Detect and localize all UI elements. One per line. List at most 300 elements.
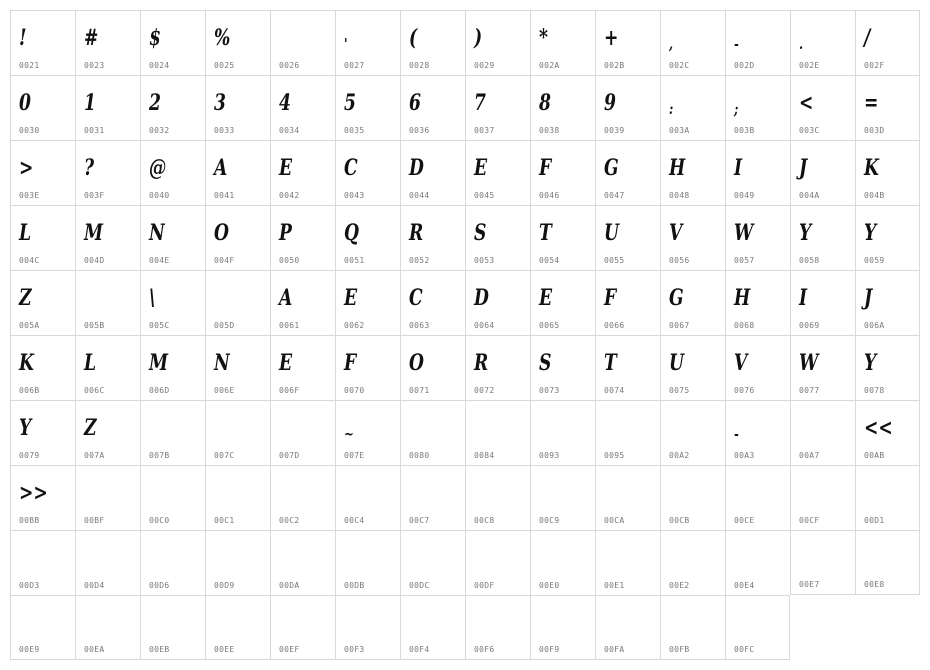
glyph-cell[interactable]	[10, 530, 75, 595]
glyph-preview: M	[84, 220, 104, 246]
glyph-preview: Q	[344, 220, 359, 246]
glyph-cell[interactable]	[530, 465, 595, 530]
glyph-code-label: 00C9	[539, 516, 560, 525]
glyph-cell[interactable]	[530, 530, 595, 595]
glyph-code-label: 0093	[539, 451, 560, 460]
glyph-cell[interactable]	[790, 10, 855, 75]
glyph-cell[interactable]	[595, 335, 660, 400]
glyph-cell[interactable]	[660, 270, 725, 335]
glyph-cell[interactable]	[205, 595, 270, 660]
glyph-cell[interactable]	[660, 75, 725, 140]
glyph-code-label: 00A7	[799, 451, 820, 460]
glyph-cell[interactable]	[725, 335, 790, 400]
glyph-cell[interactable]	[465, 530, 530, 595]
glyph-cell[interactable]	[10, 10, 75, 75]
glyph-code-label: 00C7	[409, 516, 430, 525]
glyph-preview: L	[84, 350, 97, 376]
glyph-code-label: 006F	[279, 386, 300, 395]
glyph-code-label: 0039	[604, 126, 625, 135]
glyph-cell[interactable]	[530, 270, 595, 335]
glyph-code-label: 0047	[604, 191, 625, 200]
glyph-cell[interactable]	[465, 465, 530, 530]
glyph-code-label: 0077	[799, 386, 820, 395]
glyph-code-label: 00DA	[279, 581, 300, 590]
glyph-cell[interactable]	[725, 400, 790, 465]
glyph-preview: ?	[84, 155, 95, 181]
glyph-preview: 8	[539, 90, 551, 116]
glyph-cell[interactable]	[790, 270, 855, 335]
glyph-code-label: 0062	[344, 321, 365, 330]
glyph-code-label: 00F6	[474, 645, 495, 654]
glyph-code-label: 007D	[279, 451, 300, 460]
glyph-cell[interactable]	[595, 465, 660, 530]
glyph-preview: O	[214, 220, 229, 246]
glyph-preview: A	[279, 285, 293, 311]
glyph-cell[interactable]	[75, 335, 140, 400]
glyph-preview: >	[19, 155, 34, 181]
glyph-cell[interactable]	[140, 400, 205, 465]
glyph-preview: 1	[84, 90, 96, 116]
glyph-code-label: 00E0	[539, 581, 560, 590]
glyph-preview: ;	[734, 100, 739, 118]
glyph-cell[interactable]	[205, 465, 270, 530]
glyph-cell[interactable]	[10, 205, 75, 270]
glyph-cell[interactable]	[855, 530, 920, 595]
glyph-cell[interactable]	[855, 465, 920, 530]
glyph-preview: K	[19, 350, 34, 376]
glyph-cell[interactable]	[855, 270, 920, 335]
glyph-preview: I	[799, 285, 808, 311]
glyph-cell[interactable]	[205, 140, 270, 205]
glyph-cell[interactable]	[205, 530, 270, 595]
glyph-cell[interactable]	[270, 205, 335, 270]
glyph-cell[interactable]	[205, 205, 270, 270]
glyph-cell[interactable]	[205, 75, 270, 140]
glyph-code-label: 0029	[474, 61, 495, 70]
glyph-code-label: 002B	[604, 61, 625, 70]
glyph-code-label: 00E7	[799, 580, 820, 589]
glyph-cell[interactable]	[725, 10, 790, 75]
glyph-code-label: 0035	[344, 126, 365, 135]
glyph-cell[interactable]	[335, 335, 400, 400]
glyph-cell[interactable]	[530, 75, 595, 140]
glyph-preview: +	[604, 25, 619, 51]
glyph-preview: C	[409, 285, 423, 311]
glyph-cell[interactable]	[140, 205, 205, 270]
glyph-preview: '	[344, 35, 348, 53]
glyph-cell[interactable]	[660, 140, 725, 205]
glyph-preview: -	[734, 35, 739, 53]
glyph-cell[interactable]	[465, 75, 530, 140]
glyph-cell[interactable]	[75, 530, 140, 595]
glyph-code-label: 0038	[539, 126, 560, 135]
glyph-cell[interactable]	[595, 270, 660, 335]
glyph-cell[interactable]	[725, 270, 790, 335]
glyph-code-label: 0066	[604, 321, 625, 330]
glyph-cell[interactable]	[270, 140, 335, 205]
glyph-cell[interactable]	[465, 270, 530, 335]
glyph-cell[interactable]	[75, 205, 140, 270]
glyph-cell[interactable]	[335, 140, 400, 205]
glyph-code-label: 007E	[344, 451, 365, 460]
glyph-cell[interactable]	[400, 140, 465, 205]
glyph-code-label: 00FB	[669, 645, 690, 654]
glyph-code-label: 00DF	[474, 581, 495, 590]
glyph-cell[interactable]	[660, 335, 725, 400]
glyph-cell[interactable]	[530, 10, 595, 75]
glyph-cell[interactable]	[790, 335, 855, 400]
glyph-preview: H	[669, 155, 686, 181]
glyph-cell[interactable]	[270, 465, 335, 530]
glyph-cell[interactable]	[400, 335, 465, 400]
glyph-preview: :	[669, 100, 674, 118]
glyph-cell[interactable]	[595, 10, 660, 75]
glyph-cell[interactable]	[400, 270, 465, 335]
glyph-cell[interactable]	[75, 10, 140, 75]
glyph-preview: V	[669, 220, 683, 246]
glyph-cell[interactable]	[75, 270, 140, 335]
glyph-cell[interactable]	[335, 530, 400, 595]
glyph-cell[interactable]	[335, 465, 400, 530]
glyph-preview: W	[799, 350, 819, 376]
glyph-code-label: 0065	[539, 321, 560, 330]
glyph-preview: P	[279, 220, 292, 246]
glyph-cell[interactable]	[335, 595, 400, 660]
glyph-code-label: 0049	[734, 191, 755, 200]
glyph-code-label: 00F3	[344, 645, 365, 654]
glyph-code-label: 00EE	[214, 645, 235, 654]
glyph-code-label: 002A	[539, 61, 560, 70]
glyph-cell[interactable]	[855, 335, 920, 400]
glyph-cell[interactable]	[400, 465, 465, 530]
glyph-code-label: 00EB	[149, 645, 170, 654]
glyph-code-label: 0052	[409, 256, 430, 265]
glyph-preview: /	[864, 25, 871, 51]
glyph-code-label: 0073	[539, 386, 560, 395]
glyph-cell[interactable]	[595, 75, 660, 140]
glyph-cell[interactable]	[270, 10, 335, 75]
glyph-preview: E	[539, 285, 553, 311]
glyph-code-label: 0072	[474, 386, 495, 395]
glyph-preview: E	[474, 155, 488, 181]
glyph-cell[interactable]	[465, 10, 530, 75]
glyph-cell[interactable]	[660, 595, 725, 660]
glyph-preview: J	[864, 285, 873, 311]
glyph-cell[interactable]	[530, 140, 595, 205]
glyph-code-label: 00DC	[409, 581, 430, 590]
glyph-preview: @	[149, 155, 167, 181]
glyph-preview: S	[539, 350, 552, 376]
glyph-code-label: 006D	[149, 386, 170, 395]
glyph-preview: R	[409, 220, 424, 246]
glyph-cell[interactable]	[595, 400, 660, 465]
glyph-preview: \	[149, 285, 156, 311]
glyph-cell[interactable]	[335, 400, 400, 465]
glyph-cell[interactable]	[660, 400, 725, 465]
glyph-preview: U	[604, 220, 619, 246]
glyph-cell[interactable]	[400, 205, 465, 270]
glyph-code-label: 00E4	[734, 581, 755, 590]
glyph-code-label: 004B	[864, 191, 885, 200]
glyph-preview: U	[669, 350, 684, 376]
glyph-code-label: 0051	[344, 256, 365, 265]
glyph-code-label: 005A	[19, 321, 40, 330]
glyph-cell[interactable]	[855, 75, 920, 140]
glyph-code-label: 006A	[864, 321, 885, 330]
glyph-code-label: 0075	[669, 386, 690, 395]
glyph-cell[interactable]	[790, 75, 855, 140]
glyph-preview: F	[604, 285, 617, 311]
glyph-code-label: 00EF	[279, 645, 300, 654]
glyph-cell[interactable]	[530, 595, 595, 660]
glyph-cell[interactable]	[790, 400, 855, 465]
glyph-preview: N	[214, 350, 230, 376]
glyph-code-label: 0053	[474, 256, 495, 265]
glyph-preview: Y	[19, 415, 32, 441]
glyph-cell[interactable]	[465, 595, 530, 660]
glyph-cell[interactable]	[400, 75, 465, 140]
glyph-code-label: 0032	[149, 126, 170, 135]
glyph-cell[interactable]	[335, 10, 400, 75]
glyph-cell[interactable]	[10, 75, 75, 140]
glyph-code-label: 0058	[799, 256, 820, 265]
glyph-code-label: 00CA	[604, 516, 625, 525]
glyph-code-label: 0023	[84, 61, 105, 70]
glyph-preview: Z	[84, 415, 97, 441]
glyph-cell[interactable]	[660, 205, 725, 270]
glyph-code-label: 00E1	[604, 581, 625, 590]
glyph-cell[interactable]	[790, 205, 855, 270]
glyph-cell[interactable]	[270, 335, 335, 400]
glyph-cell[interactable]	[595, 140, 660, 205]
glyph-cell[interactable]	[270, 530, 335, 595]
glyph-preview: F	[539, 155, 552, 181]
glyph-preview: W	[734, 220, 754, 246]
glyph-code-label: 00E8	[864, 580, 885, 589]
glyph-cell[interactable]	[400, 400, 465, 465]
glyph-cell[interactable]	[335, 205, 400, 270]
glyph-cell[interactable]	[140, 270, 205, 335]
glyph-code-label: 0084	[474, 451, 495, 460]
character-map-grid	[10, 10, 920, 660]
glyph-cell[interactable]	[855, 205, 920, 270]
glyph-cell[interactable]	[10, 465, 75, 530]
glyph-preview: S	[474, 220, 487, 246]
glyph-cell[interactable]	[855, 400, 920, 465]
glyph-cell[interactable]	[10, 595, 75, 660]
glyph-code-label: 00C4	[344, 516, 365, 525]
glyph-preview: >>	[19, 480, 48, 506]
glyph-code-label: 003E	[19, 191, 40, 200]
glyph-code-label: 006E	[214, 386, 235, 395]
glyph-code-label: 002C	[669, 61, 690, 70]
glyph-preview: H	[734, 285, 751, 311]
glyph-cell[interactable]	[660, 10, 725, 75]
glyph-cell[interactable]	[335, 270, 400, 335]
glyph-cell[interactable]	[855, 140, 920, 205]
glyph-code-label: 00EA	[84, 645, 105, 654]
glyph-cell[interactable]	[725, 205, 790, 270]
glyph-cell[interactable]	[75, 595, 140, 660]
glyph-code-label: 00CB	[669, 516, 690, 525]
glyph-cell[interactable]	[660, 465, 725, 530]
glyph-cell[interactable]	[725, 530, 790, 595]
glyph-code-label: 0070	[344, 386, 365, 395]
glyph-cell[interactable]	[75, 140, 140, 205]
glyph-code-label: 0071	[409, 386, 430, 395]
glyph-cell[interactable]	[75, 465, 140, 530]
glyph-preview: J	[799, 155, 808, 181]
glyph-cell[interactable]	[855, 10, 920, 75]
glyph-cell[interactable]	[465, 205, 530, 270]
glyph-code-label: 0095	[604, 451, 625, 460]
glyph-preview: K	[864, 155, 879, 181]
glyph-code-label: 004C	[19, 256, 40, 265]
glyph-code-label: 005D	[214, 321, 235, 330]
glyph-cell[interactable]	[790, 465, 855, 530]
glyph-cell[interactable]	[140, 140, 205, 205]
glyph-cell[interactable]	[465, 335, 530, 400]
glyph-code-label: 006C	[84, 386, 105, 395]
glyph-code-label: 0026	[279, 61, 300, 70]
glyph-code-label: 00D1	[864, 516, 885, 525]
glyph-preview: V	[734, 350, 748, 376]
glyph-code-label: 0045	[474, 191, 495, 200]
glyph-code-label: 006B	[19, 386, 40, 395]
glyph-preview: *	[539, 25, 548, 51]
glyph-code-label: 00D9	[214, 581, 235, 590]
glyph-preview: A	[214, 155, 228, 181]
glyph-cell[interactable]	[400, 10, 465, 75]
glyph-code-label: 007C	[214, 451, 235, 460]
glyph-cell[interactable]	[270, 400, 335, 465]
glyph-cell[interactable]	[725, 595, 790, 660]
glyph-preview: ~	[344, 425, 354, 443]
glyph-code-label: 00FC	[734, 645, 755, 654]
glyph-code-label: 00FA	[604, 645, 625, 654]
glyph-code-label: 00CF	[799, 516, 820, 525]
glyph-preview: .	[799, 35, 804, 53]
glyph-cell[interactable]	[530, 400, 595, 465]
glyph-cell[interactable]	[270, 595, 335, 660]
glyph-cell[interactable]	[140, 335, 205, 400]
glyph-code-label: 0037	[474, 126, 495, 135]
glyph-cell[interactable]	[205, 400, 270, 465]
glyph-preview: 2	[149, 90, 161, 116]
glyph-code-label: 00CE	[734, 516, 755, 525]
glyph-preview: G	[669, 285, 684, 311]
glyph-code-label: 00F4	[409, 645, 430, 654]
glyph-cell[interactable]	[10, 335, 75, 400]
glyph-code-label: 007A	[84, 451, 105, 460]
glyph-code-label: 00E9	[19, 645, 40, 654]
glyph-cell[interactable]	[10, 400, 75, 465]
glyph-preview: G	[604, 155, 619, 181]
glyph-preview: <<	[864, 415, 893, 441]
glyph-code-label: 00E2	[669, 581, 690, 590]
glyph-code-label: 0079	[19, 451, 40, 460]
glyph-code-label: 00C8	[474, 516, 495, 525]
glyph-preview: !	[19, 25, 27, 51]
glyph-cell[interactable]	[270, 75, 335, 140]
glyph-cell[interactable]	[75, 75, 140, 140]
glyph-cell[interactable]	[790, 140, 855, 205]
glyph-code-label: 00F9	[539, 645, 560, 654]
glyph-cell[interactable]	[595, 530, 660, 595]
glyph-cell[interactable]	[465, 140, 530, 205]
glyph-cell[interactable]	[140, 10, 205, 75]
glyph-cell[interactable]	[140, 465, 205, 530]
glyph-code-label: 0033	[214, 126, 235, 135]
glyph-cell[interactable]	[140, 595, 205, 660]
glyph-cell[interactable]	[10, 270, 75, 335]
glyph-code-label: 003D	[864, 126, 885, 135]
glyph-cell[interactable]	[725, 465, 790, 530]
glyph-cell[interactable]	[205, 10, 270, 75]
glyph-preview: Z	[19, 285, 32, 311]
glyph-cell[interactable]	[465, 400, 530, 465]
glyph-code-label: 0078	[864, 386, 885, 395]
glyph-code-label: 00BB	[19, 516, 40, 525]
glyph-cell[interactable]	[725, 75, 790, 140]
glyph-code-label: 003A	[669, 126, 690, 135]
glyph-cell[interactable]	[660, 530, 725, 595]
glyph-cell[interactable]	[205, 335, 270, 400]
glyph-preview: %	[214, 25, 231, 51]
glyph-code-label: 0055	[604, 256, 625, 265]
glyph-preview: Y	[864, 350, 877, 376]
glyph-cell[interactable]	[595, 595, 660, 660]
glyph-code-label: 00C2	[279, 516, 300, 525]
glyph-cell[interactable]	[400, 595, 465, 660]
glyph-cell[interactable]	[595, 205, 660, 270]
glyph-preview: I	[734, 155, 743, 181]
glyph-preview: 5	[344, 90, 356, 116]
glyph-code-label: 00A3	[734, 451, 755, 460]
glyph-cell[interactable]	[530, 205, 595, 270]
glyph-cell[interactable]	[10, 140, 75, 205]
glyph-preview: 7	[474, 90, 486, 116]
glyph-preview: M	[149, 350, 169, 376]
glyph-cell[interactable]	[140, 530, 205, 595]
glyph-code-label: 00C1	[214, 516, 235, 525]
glyph-code-label: 004F	[214, 256, 235, 265]
glyph-code-label: 00C0	[149, 516, 170, 525]
glyph-preview: D	[474, 285, 489, 311]
glyph-code-label: 0027	[344, 61, 365, 70]
glyph-cell[interactable]	[335, 75, 400, 140]
glyph-code-label: 00D4	[84, 581, 105, 590]
glyph-code-label: 0050	[279, 256, 300, 265]
glyph-code-label: 0048	[669, 191, 690, 200]
glyph-cell[interactable]	[725, 140, 790, 205]
glyph-cell[interactable]	[790, 530, 855, 595]
glyph-code-label: 005B	[84, 321, 105, 330]
glyph-code-label: 0067	[669, 321, 690, 330]
glyph-cell[interactable]	[75, 400, 140, 465]
glyph-cell[interactable]	[400, 530, 465, 595]
glyph-cell[interactable]	[530, 335, 595, 400]
glyph-preview: E	[279, 155, 293, 181]
glyph-cell[interactable]	[205, 270, 270, 335]
glyph-code-label: 00BF	[84, 516, 105, 525]
glyph-code-label: 002D	[734, 61, 755, 70]
glyph-preview: E	[279, 350, 293, 376]
glyph-code-label: 0043	[344, 191, 365, 200]
glyph-code-label: 0068	[734, 321, 755, 330]
glyph-cell[interactable]	[270, 270, 335, 335]
glyph-cell[interactable]	[140, 75, 205, 140]
